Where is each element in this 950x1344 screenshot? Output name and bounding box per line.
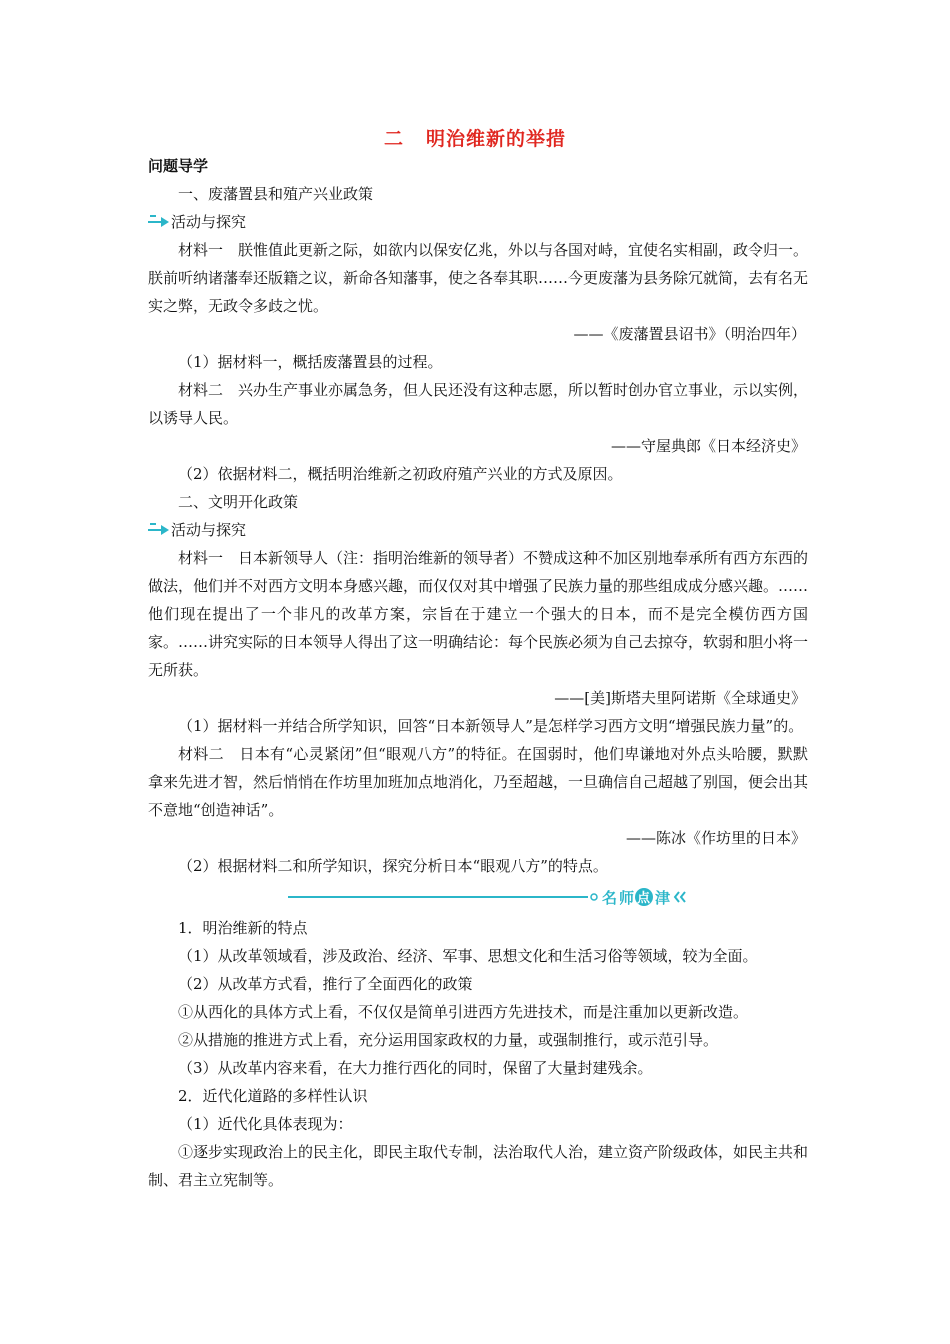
part2-question1: （1）据材料一并结合所学知识，回答“日本新领导人”是怎样学习西方文明“增强民族力量”的。 [178,717,804,735]
content [148,152,808,1194]
part2-material1-source: ——[美]斯塔夫里阿诺斯《全球通史》 [554,689,806,707]
tips-char-2: 师 [619,889,635,907]
activity-label: 活动与探究 [171,213,247,231]
notes-item-3: （3）从改革内容来看，在大力推行西化的同时，保留了大量封建残余。 [178,1059,653,1077]
tips-char-1: 名 [602,889,618,907]
part1-heading: 一、废藩置县和殖产兴业政策 [178,185,374,203]
part2-question2: （2）根据材料二和所学知识，探究分析日本“眼观八方”的特点。 [178,857,608,875]
tips-char-3: 点 [637,891,651,906]
notes-item-1: （1）从改革领域看，涉及政治、经济、军事、思想文化和生活习俗等领域，较为全面。 [178,947,758,965]
activity-label: 活动与探究 [171,521,247,539]
notes-heading-2: 2．近代化道路的多样性认识 [178,1087,368,1105]
part1-activity [148,208,808,236]
notes-item-2a: ①从西化的具体方式上看，不仅仅是简单引进西方先进技术，而是注重加以更新改造。 [178,1003,749,1021]
notes-item-2b: ②从措施的推进方式上看，充分运用国家政权的力量，或强制推行，或示范引导。 [178,1031,719,1049]
title-text: 明治维新的举措 [426,128,567,150]
tips-char-4: 津 [655,889,671,907]
part1-material1-source: ——《废藩置县诏书》（明治四年） [573,325,806,343]
title-number: 二 [383,128,404,150]
part2-heading: 二、文明开化政策 [178,493,299,511]
part1-material2: 材料二 兴办生产事业亦属急务，但人民还没有这种志愿，所以暂时创办官立事业，示以实例，以诱导人民。 [148,381,809,427]
part2-activity [148,516,808,544]
tips-banner-graphic [148,882,808,912]
part1-material2-source: ——守屋典郎《日本经济史》 [610,437,806,455]
page-title [0,124,950,151]
arrow-right-icon [148,522,170,538]
notes-item-m1: （1）近代化具体表现为： [178,1115,353,1133]
part1-question2: （2）依据材料二，概括明治维新之初政府殖产兴业的方式及原因。 [178,465,623,483]
part2-material2: 材料二 日本有“心灵紧闭”但“眼观八方”的特征。在国弱时，他们卑谦地对外点头哈腰，默默拿来先进才智，然后悄悄在作坊里加班加点地消化，乃至超越，一旦确信自己超越了别国，便会出其不意地“创造神话”。 [148,745,809,819]
part2-material1: 材料一 日本新领导人（注：指明治维新的领导者）不赞成这种不加区别地奉承所有西方东西的做法，他们并不对西方文明本身感兴趣，而仅仅对其中增强了民族力量的那些组成成分感兴趣。……他们现在提出了一个非凡的改革方案，宗旨在于建立一个强大的日本，而不是完全模仿西方国家。……讲究实际的日本领导人得出了这一明确结论：每个民族必须为自己去掠夺，软弱和胆小将一无所获。 [148,549,809,679]
tips-banner [148,882,808,912]
section-heading: 问题导学 [148,157,209,175]
arrow-right-icon [148,214,170,230]
part1-material1: 材料一 朕惟值此更新之际，如欲内以保安亿兆，外以与各国对峙，宜使名实相副，政令归一。朕前听纳诸藩奉还版籍之议，新命各知藩事，使之各奉其职……今更废藩为县务除冗就简，去有名无实之弊，无政令多歧之忧。 [148,241,809,315]
part1-question1: （1）据材料一，概括废藩置县的过程。 [178,353,443,371]
part2-material2-source: ——陈冰《作坊里的日本》 [625,829,806,847]
notes-item-2: （2）从改革方式看，推行了全面西化的政策 [178,975,473,993]
notes-item-m1a: ①逐步实现政治上的民主化，即民主取代专制，法治取代人治，建立资产阶级政体，如民主共和制、君主立宪制等。 [148,1143,809,1189]
notes-heading-1: 1．明治维新的特点 [178,919,308,937]
